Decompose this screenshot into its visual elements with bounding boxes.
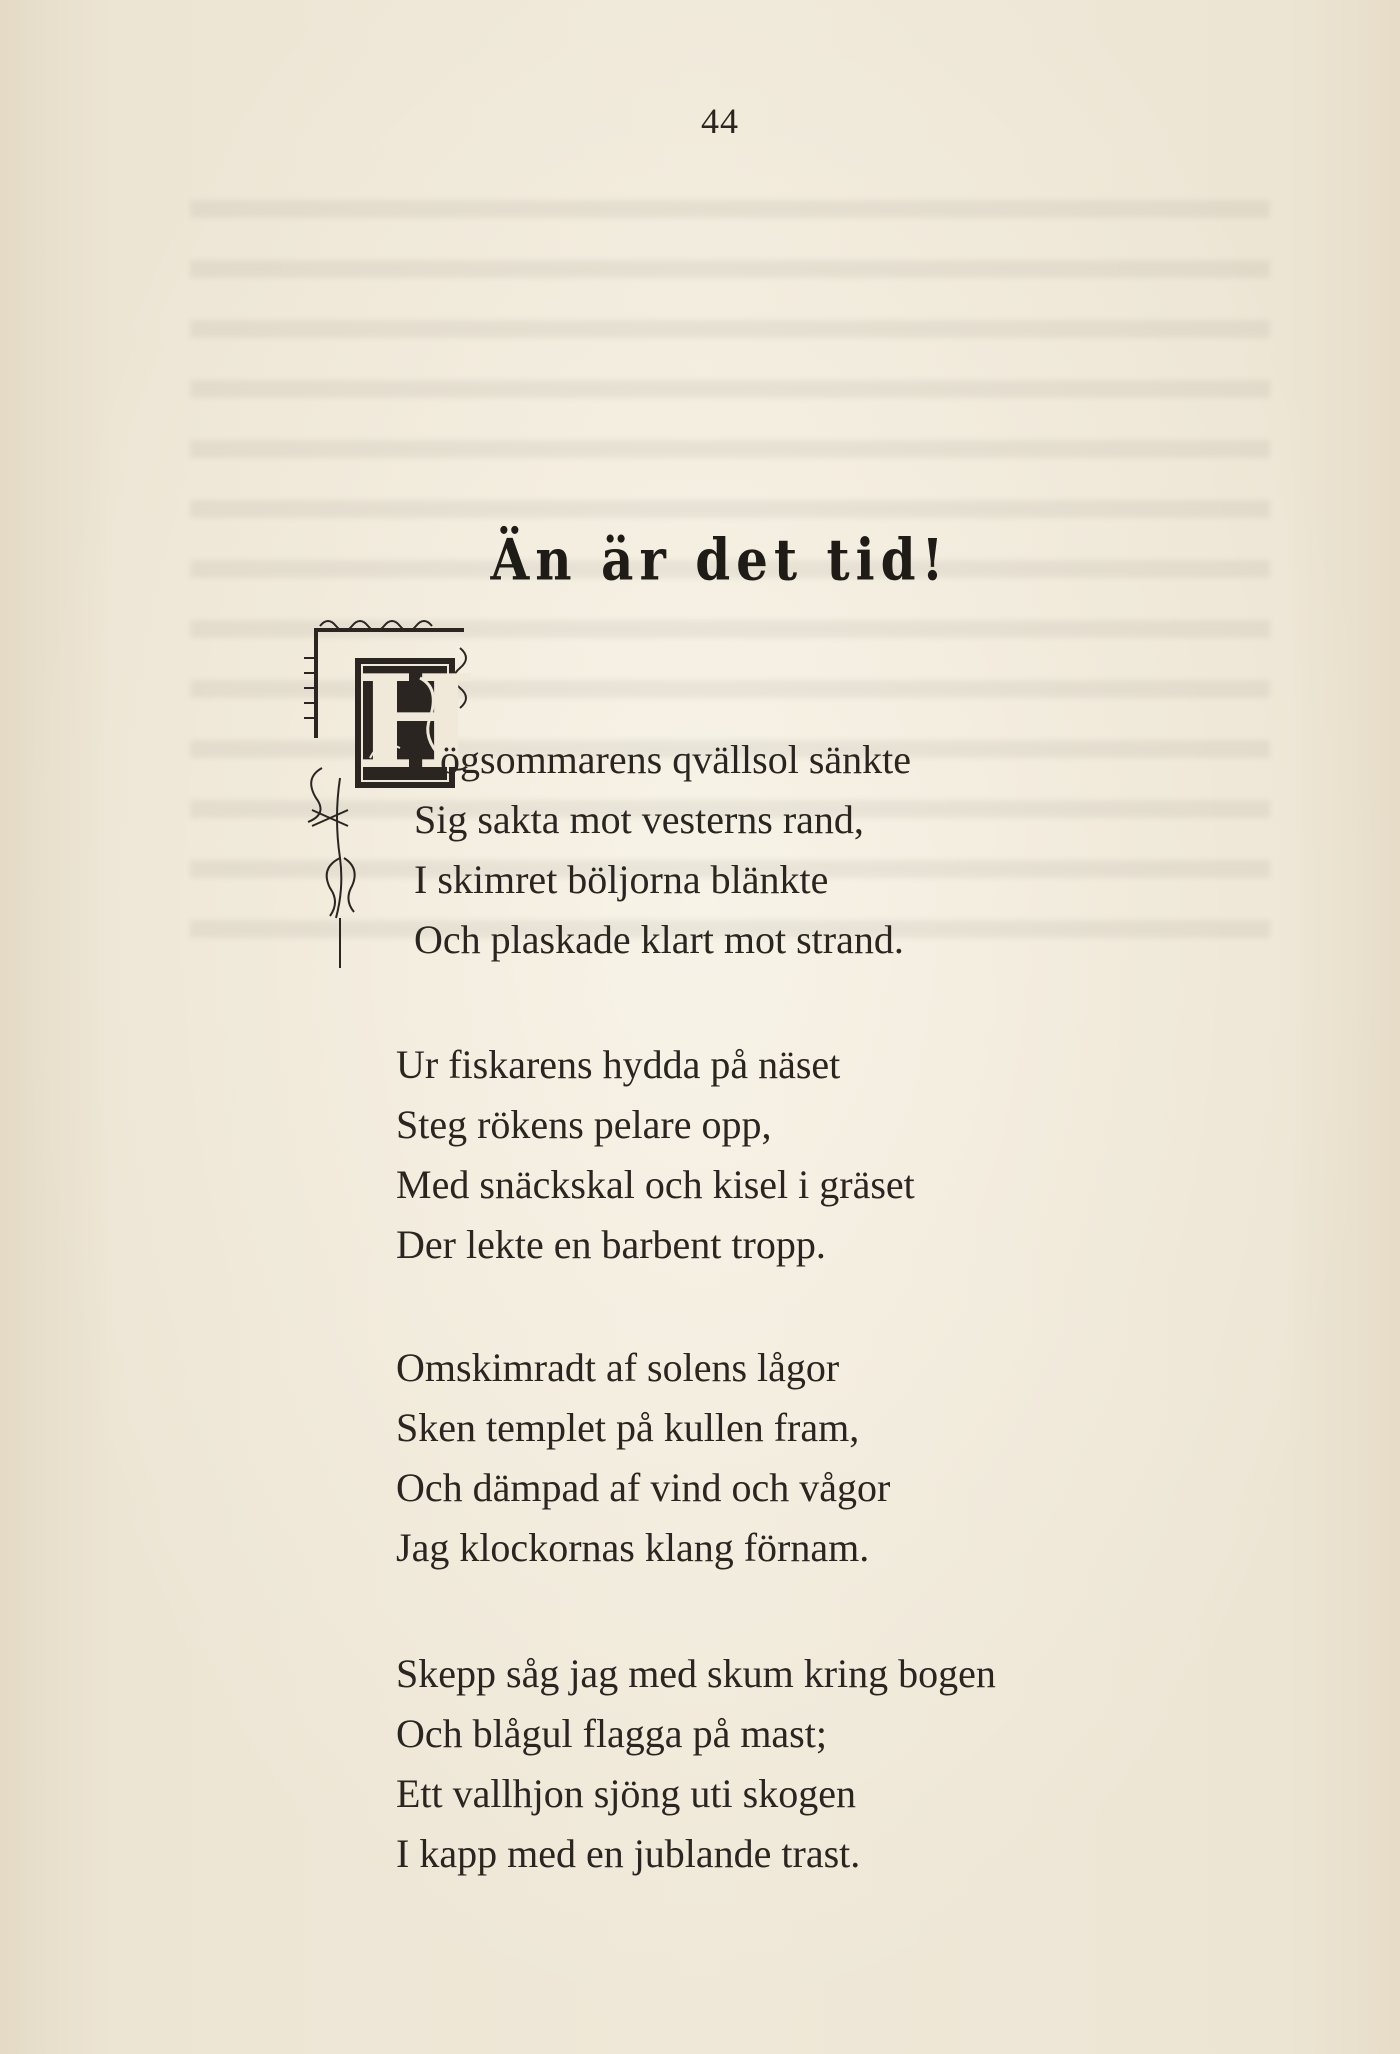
stanza-2-line-1: Ur fiskarens hydda på näset [396, 1042, 841, 1087]
stanza-3-line-4: Jag klockornas klang förnam. [396, 1525, 870, 1570]
stanza-3-line-2: Sken templet på kullen fram, [396, 1405, 860, 1450]
stanza-2-line-4: Der lekte en barbent tropp. [396, 1222, 826, 1267]
stanza-4-line-2: Och blågul flagga på mast; [396, 1711, 827, 1756]
stanza-2-line-3: Med snäckskal och kisel i gräset [396, 1162, 915, 1207]
stanza-1-line-1: ögsommarens qvällsol sänkte [440, 737, 912, 782]
initial-letter: H [355, 648, 476, 798]
stanza-3-line-1: Omskimradt af solens lågor [396, 1345, 840, 1390]
page-number: 44 [701, 101, 739, 141]
stanza-1-line-4: Och plaskade klart mot strand. [414, 917, 904, 962]
stanza-4-line-1: Skepp såg jag med skum kring bogen [396, 1651, 996, 1696]
stanza-3-line-3: Och dämpad af vind och vågor [396, 1465, 891, 1510]
stanza-4-line-4: I kapp med en jublande trast. [396, 1831, 861, 1876]
stanza-2-line-2: Steg rökens pelare opp, [396, 1102, 772, 1147]
poem-title: Än är det tid! [490, 525, 950, 594]
stanza-1-line-2: Sig sakta mot vesterns rand, [414, 797, 864, 842]
stanza-1-line-3: I skimret böljorna blänkte [414, 857, 829, 902]
stanza-4-line-3: Ett vallhjon sjöng uti skogen [396, 1771, 856, 1816]
